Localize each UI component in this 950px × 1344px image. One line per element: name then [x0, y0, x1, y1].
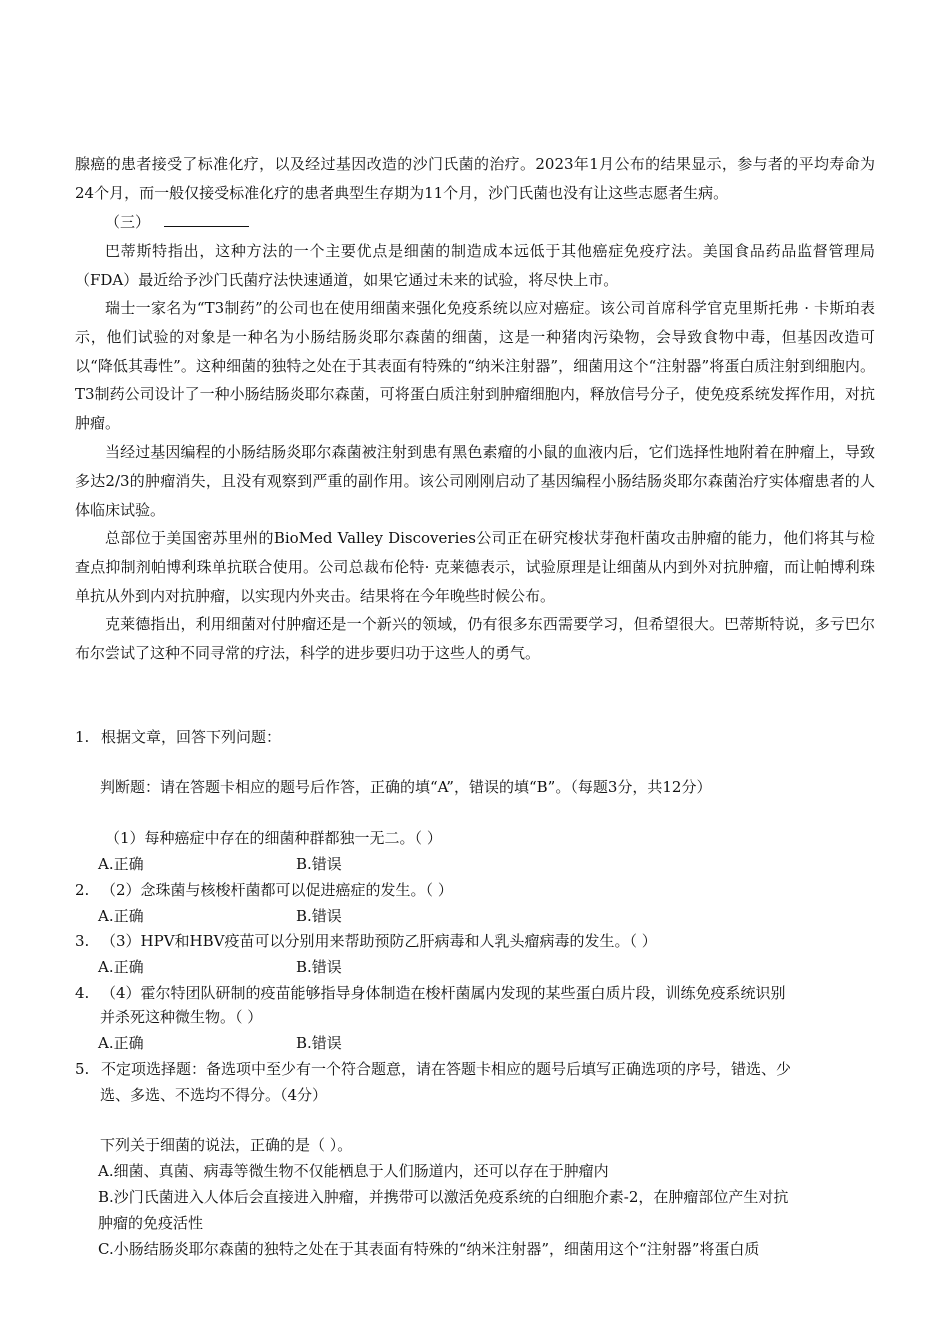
question-1 — [75, 723, 875, 752]
judge-item-3 — [75, 927, 875, 956]
question-text: 根据文章，回答下列问题： — [101, 728, 282, 746]
question-5 — [75, 1055, 875, 1084]
passage-paragraph-continued: 腺癌的患者接受了标准化疗，以及经过基因改造的沙门氏菌的治疗。2023年1月公布的结果显示，参与者的平均寿命为24个月，而一般仅接受标准化疗的患者典型生存期为11个月，沙门氏菌也没有让这些志愿者生病。 — [75, 155, 875, 202]
judge-item-4-option-b[interactable]: B.错误 — [296, 1034, 342, 1052]
question-5-stem: 下列关于细菌的说法，正确的是（ ）。 — [100, 1136, 353, 1154]
question-text: （4）霍尔特团队研制的疫苗能够指导身体制造在梭杆菌属内发现的某些蛋白质片段，训练免疫系统识别 — [101, 984, 786, 1002]
judge-instructions: 判断题：请在答题卡相应的题号后作答，正确的填“A”，错误的填“B”。（每题3分，共12分） — [100, 778, 712, 796]
question-number: 1. — [75, 728, 90, 746]
passage-paragraph-1: 巴蒂斯特指出，这种方法的一个主要优点是细菌的制造成本远低于其他癌症免疫疗法。美国食品药品监督管理局（FDA）最近给予沙门氏菌疗法快速通道，如果它通过未来的试验，将尽快上市。 — [75, 242, 875, 289]
passage-paragraph-2: 瑞士一家名为“T3制药”的公司也在使用细菌来强化免疫系统以应对癌症。该公司首席科学官克里斯托弗 · 卡斯珀表示，他们试验的对象是一种名为小肠结肠炎耶尔森菌的细菌，这是一种猪肉污染物，会导致食物中毒，但基因改造可以“降低其毒性”。这种细菌的独特之处在于其表面有特殊的“纳米注射器”，细菌用这个“注射器”将蛋白质注射到细胞内。T3制药公司设计了一种小肠结肠炎耶尔森菌，可将蛋白质注射到肿瘤细胞内，释放信号分子，使免疫系统发挥作用，对抗肿瘤。 — [75, 299, 875, 433]
section-label: （三） — [105, 213, 151, 231]
question-5-option-b[interactable]: B.沙门氏菌进入人体后会直接进入肿瘤，并携带可以激活免疫系统的白细胞介素-2，在肿瘤部位产生对抗 — [98, 1188, 789, 1206]
judge-item-1: （1）每种癌症中存在的细菌种群都独一无二。（ ） — [105, 829, 442, 847]
judge-item-2-option-a[interactable]: A.正确 — [98, 907, 144, 925]
question-number: 4. — [75, 984, 90, 1002]
question-5-option-a[interactable]: A.细菌、真菌、病毒等微生物不仅能栖息于人们肠道内，还可以存在于肿瘤内 — [98, 1162, 609, 1180]
section-title-blank — [164, 212, 249, 227]
question-text: 不定项选择题：备选项中至少有一个符合题意，请在答题卡相应的题号后填写正确选项的序号，错选、少 — [101, 1060, 792, 1078]
judge-item-3-option-a[interactable]: A.正确 — [98, 958, 144, 976]
judge-item-1-option-a[interactable]: A.正确 — [98, 855, 144, 873]
question-5-continued: 选、多选、不选均不得分。（4分） — [100, 1086, 328, 1104]
question-number: 3. — [75, 932, 90, 950]
passage-paragraph-3: 当经过基因编程的小肠结肠炎耶尔森菌被注射到患有黑色素瘤的小鼠的血液内后，它们选择性地附着在肿瘤上，导致多达2/3的肿瘤消失，且没有观察到严重的副作用。该公司刚刚启动了基因编程小肠结肠炎耶尔森菌治疗实体瘤患者的人体临床试验。 — [75, 443, 875, 519]
judge-item-3-option-b[interactable]: B.错误 — [296, 958, 342, 976]
section-heading-3 — [105, 208, 905, 237]
question-5-option-b-continued: 肿瘤的免疫活性 — [98, 1214, 204, 1232]
judge-item-4-continued: 并杀死这种微生物。（ ） — [100, 1008, 263, 1026]
judge-item-2-option-b[interactable]: B.错误 — [296, 907, 342, 925]
judge-item-2 — [75, 876, 875, 905]
passage-paragraph-5: 克莱德指出，利用细菌对付肿瘤还是一个新兴的领域，仍有很多东西需要学习，但希望很大。巴蒂斯特说，多亏巴尔布尔尝试了这种不同寻常的疗法，科学的进步要归功于这些人的勇气。 — [75, 615, 875, 662]
question-5-option-c[interactable]: C.小肠结肠炎耶尔森菌的独特之处在于其表面有特殊的“纳米注射器”，细菌用这个“注射器”将蛋白质 — [98, 1240, 760, 1258]
question-number: 2. — [75, 881, 90, 899]
question-text: （2）念珠菌与核梭杆菌都可以促进癌症的发生。（ ） — [101, 881, 453, 899]
question-number: 5. — [75, 1060, 90, 1078]
passage-paragraph-4: 总部位于美国密苏里州的BioMed Valley Discoveries公司正在研究梭状芽孢杆菌攻击肿瘤的能力，他们将其与检查点抑制剂帕博利珠单抗联合使用。公司总裁布伦特· 克莱德表示，试验原理是让细菌从内到外对抗肿瘤，而让帕博利珠单抗从外到内对抗肿瘤，以实现内外夹击。结果将在今年晚些时候公布。 — [75, 529, 875, 605]
question-text: （3）HPV和HBV疫苗可以分别用来帮助预防乙肝病毒和人乳头瘤病毒的发生。（ ） — [101, 932, 657, 950]
judge-item-4-option-a[interactable]: A.正确 — [98, 1034, 144, 1052]
judge-item-1-option-b[interactable]: B.错误 — [296, 855, 342, 873]
